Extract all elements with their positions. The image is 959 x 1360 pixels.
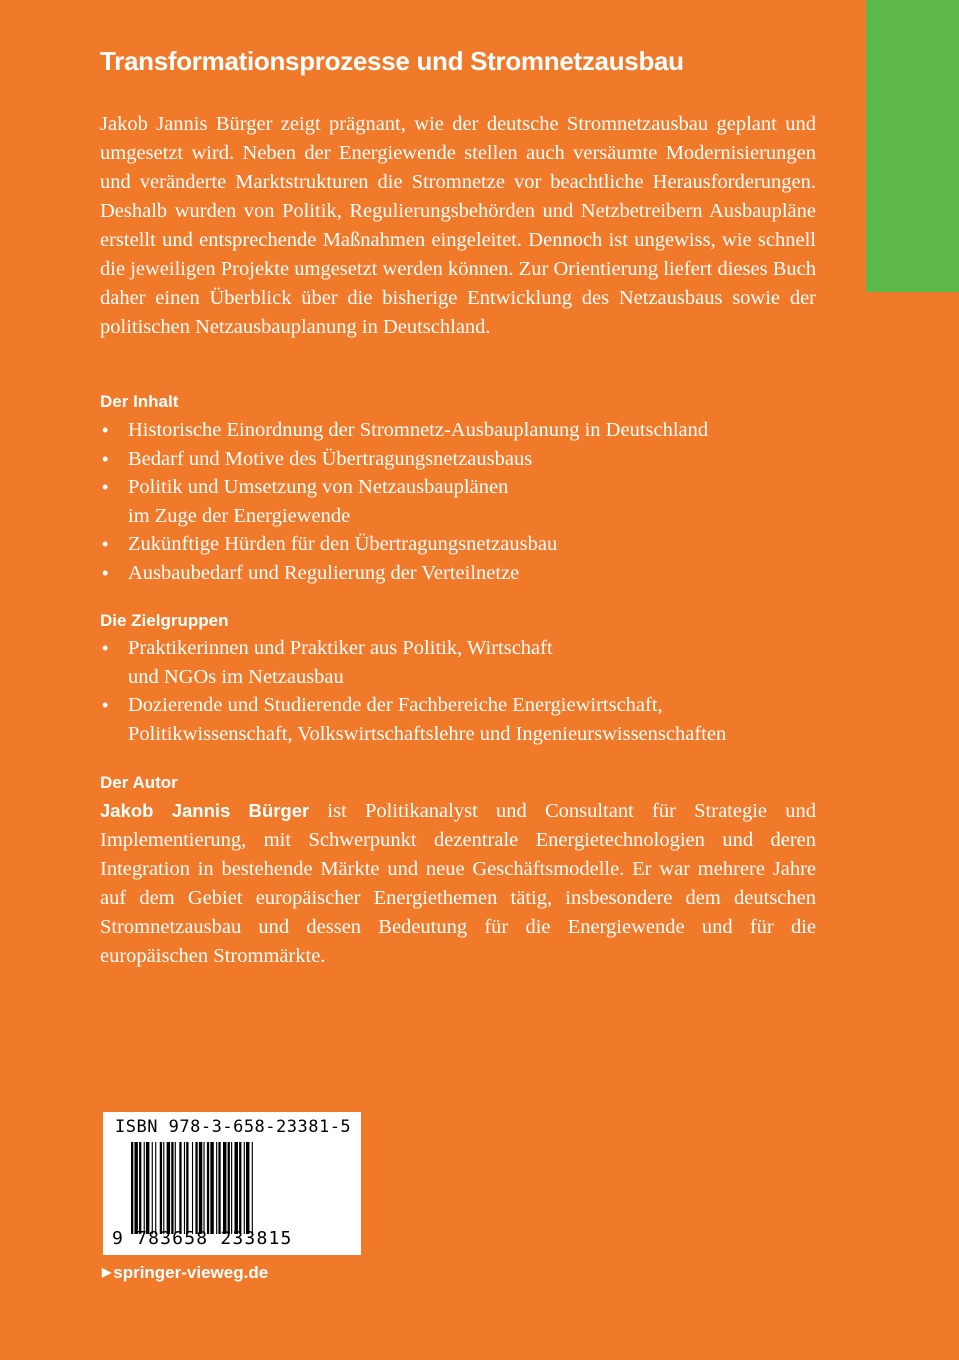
list-item [100, 445, 840, 474]
contents-list [100, 416, 840, 588]
barcode-bar [139, 1142, 141, 1234]
intro-paragraph: Jakob Jannis Bürger zeigt prägnant, wie der deutsche Stromnetzausbau geplant und umgesetzt wird. Neben der Energiewende stellen auch versäumte Modernisierungen und veränderte Marktstrukturen die Stromnetze vor beachtliche Herausforderungen. Deshalb wurden von Politik, Regulierungsbehörden und Netzbetreibern Ausbaupläne erstellt und entsprechende Maßnahmen eingeleitet. Dennoch ist ungewiss, wie schnell die jeweiligen Projekte umgesetzt werden können. Zur Orientierung liefert dieses Buch daher einen Überblick über die bisherige Entwicklung des Netzausbaus sowie der politischen Netzausbauplanung in Deutschland. [100, 113, 816, 338]
list-item [100, 559, 840, 588]
barcode-bar [228, 1142, 230, 1234]
barcode-bar [171, 1142, 173, 1234]
barcode-bar [239, 1142, 241, 1234]
author-paragraph [100, 796, 816, 971]
barcode-bar [175, 1142, 176, 1234]
list-item [100, 473, 840, 530]
isbn-label: ISBN 978-3-658-23381-5 [115, 1117, 352, 1137]
barcode-bar [252, 1142, 253, 1234]
website-label: springer-vieweg.de [113, 1263, 269, 1282]
list-item [100, 634, 840, 691]
green-accent-tab [866, 0, 959, 292]
contents-item-2: Bedarf und Motive des Übertragungsnetzausbaus [128, 447, 533, 470]
publisher-website[interactable] [102, 1263, 268, 1283]
contents-item-5: Ausbaubedarf und Regulierung der Verteilnetze [128, 561, 520, 584]
list-item [100, 691, 840, 748]
barcode-bar [134, 1142, 137, 1234]
barcode-bar [179, 1142, 181, 1234]
barcode-bar [203, 1142, 204, 1234]
barcode-bar [184, 1142, 185, 1234]
barcode-bar [218, 1142, 220, 1234]
audience-list [100, 634, 840, 748]
isbn-barcode [103, 1112, 361, 1255]
barcode-bar [163, 1142, 164, 1234]
barcode-bar [244, 1142, 245, 1234]
author-name: Jakob Jannis Bürger [100, 800, 310, 821]
barcode-bar [152, 1142, 153, 1234]
barcode-bar [195, 1142, 197, 1234]
contents-item-1: Historische Einordnung der Stromnetz-Ausbauplanung in Deutschland [128, 419, 709, 441]
list-item [100, 530, 840, 559]
contents-item-3: Politik und Umsetzung von Netzausbauplänen im Zuge der Energiewende [128, 476, 509, 527]
barcode-bars-icon [131, 1142, 335, 1234]
author-bio: ist Politikanalyst und Consultant für Strategie und Implementierung, mit Schwerpunkt dezentrale Energietechnologien und deren Integration in bestehende Märkte und neue Geschäftsmodelle. Er war mehrere Jahre auf dem Gebiet europäischer Energiethemen tätig, insbesondere dem deutschen Stromnetzausbau und dessen Bedeutung für die Energiewende und für die europäischen Strommärkte. [100, 800, 816, 967]
audience-item-1: Praktikerinnen und Praktiker aus Politik, Wirtschaft und NGOs im Netzausbau [128, 637, 553, 688]
contents-item-4: Zukünftige Hürden für den Übertragungsnetzausbau [128, 533, 558, 556]
barcode-bar [210, 1142, 213, 1234]
audience-item-2: Dozierende und Studierende der Fachbereiche Energiewirtschaft, Politikwissenschaft, Volkswirtschaftslehre und Ingenieurswissenschaften [128, 694, 727, 745]
barcode-bar [235, 1142, 238, 1234]
barcode-bar [144, 1142, 145, 1234]
barcode-bar [246, 1142, 249, 1234]
barcode-bar [223, 1142, 226, 1234]
barcode-bar [167, 1142, 170, 1234]
contents-heading: Der Inhalt [100, 392, 179, 411]
audience-heading: Die Zielgruppen [100, 611, 229, 630]
barcode-bar [199, 1142, 202, 1234]
barcode-bar [216, 1142, 217, 1234]
barcode-bar [231, 1142, 232, 1234]
list-item [100, 416, 840, 445]
barcode-bar [146, 1142, 149, 1234]
barcode-bar [160, 1142, 162, 1234]
barcode-bar [207, 1142, 209, 1234]
barcode-bar [155, 1142, 156, 1234]
barcode-bar [131, 1142, 133, 1234]
barcode-digits: 9 783658 233815 [112, 1228, 293, 1249]
book-title: Transformationsprozesse und Stromnetzausbau [100, 46, 684, 76]
arrow-right-icon: ▶ [102, 1265, 112, 1279]
author-heading: Der Autor [100, 773, 178, 792]
barcode-bar [192, 1142, 193, 1234]
barcode-bar [186, 1142, 188, 1234]
